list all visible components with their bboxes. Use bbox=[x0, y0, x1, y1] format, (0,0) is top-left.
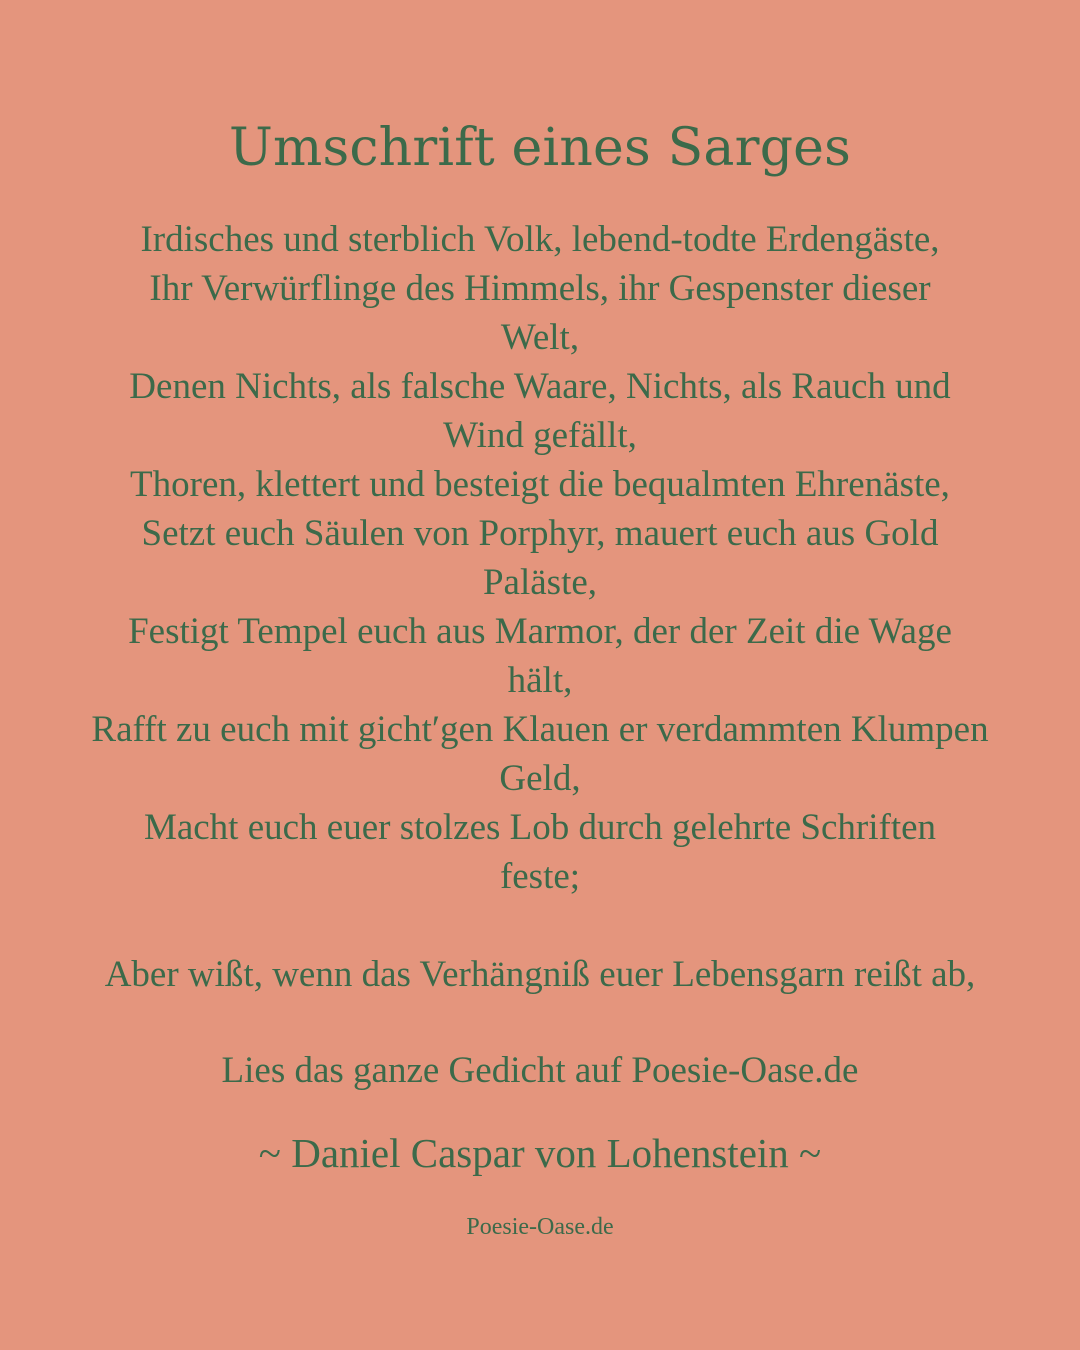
poem-line: Welt, bbox=[500, 317, 580, 358]
poem-line: Paläste, bbox=[482, 562, 598, 603]
poem-line: hält, bbox=[507, 660, 573, 701]
poem-line: Setzt euch Säulen von Porphyr, mauert euch aus Gold bbox=[141, 513, 939, 554]
stanza-break bbox=[20, 901, 1060, 950]
poem-line: Festigt Tempel euch aus Marmor, der der Zeit die Wage bbox=[128, 611, 952, 652]
author-name: ~ Daniel Caspar von Lohenstein ~ bbox=[258, 1130, 822, 1176]
poem-line: Rafft zu euch mit gicht′gen Klauen er verdammten Klumpen bbox=[91, 709, 989, 750]
read-full-poem-text: Lies das ganze Gedicht auf Poesie-Oase.de bbox=[221, 1050, 859, 1091]
poem-line: Irdisches und sterblich Volk, lebend-todte Erdengäste, bbox=[140, 219, 940, 260]
poem-line: Denen Nichts, als falsche Waare, Nichts, als Rauch und bbox=[129, 366, 951, 407]
poem-line: Ihr Verwürflinge des Himmels, ihr Gespenster dieser bbox=[149, 268, 931, 309]
poem-line: Macht euch euer stolzes Lob durch gelehrte Schriften bbox=[143, 807, 937, 848]
site-watermark: Poesie-Oase.de bbox=[466, 1214, 614, 1240]
poem-line: feste; bbox=[499, 856, 581, 897]
poem-line: Thoren, klettert und besteigt die bequalmten Ehrenäste, bbox=[130, 464, 950, 505]
poem-excerpt bbox=[20, 215, 1060, 999]
poem-line: Wind gefällt, bbox=[443, 415, 637, 456]
poem-line: Aber wißt, wenn das Verhängniß euer Lebensgarn reißt ab, bbox=[104, 954, 976, 995]
poem-title: Umschrift eines Sarges bbox=[228, 118, 852, 178]
poem-line: Geld, bbox=[499, 758, 581, 799]
